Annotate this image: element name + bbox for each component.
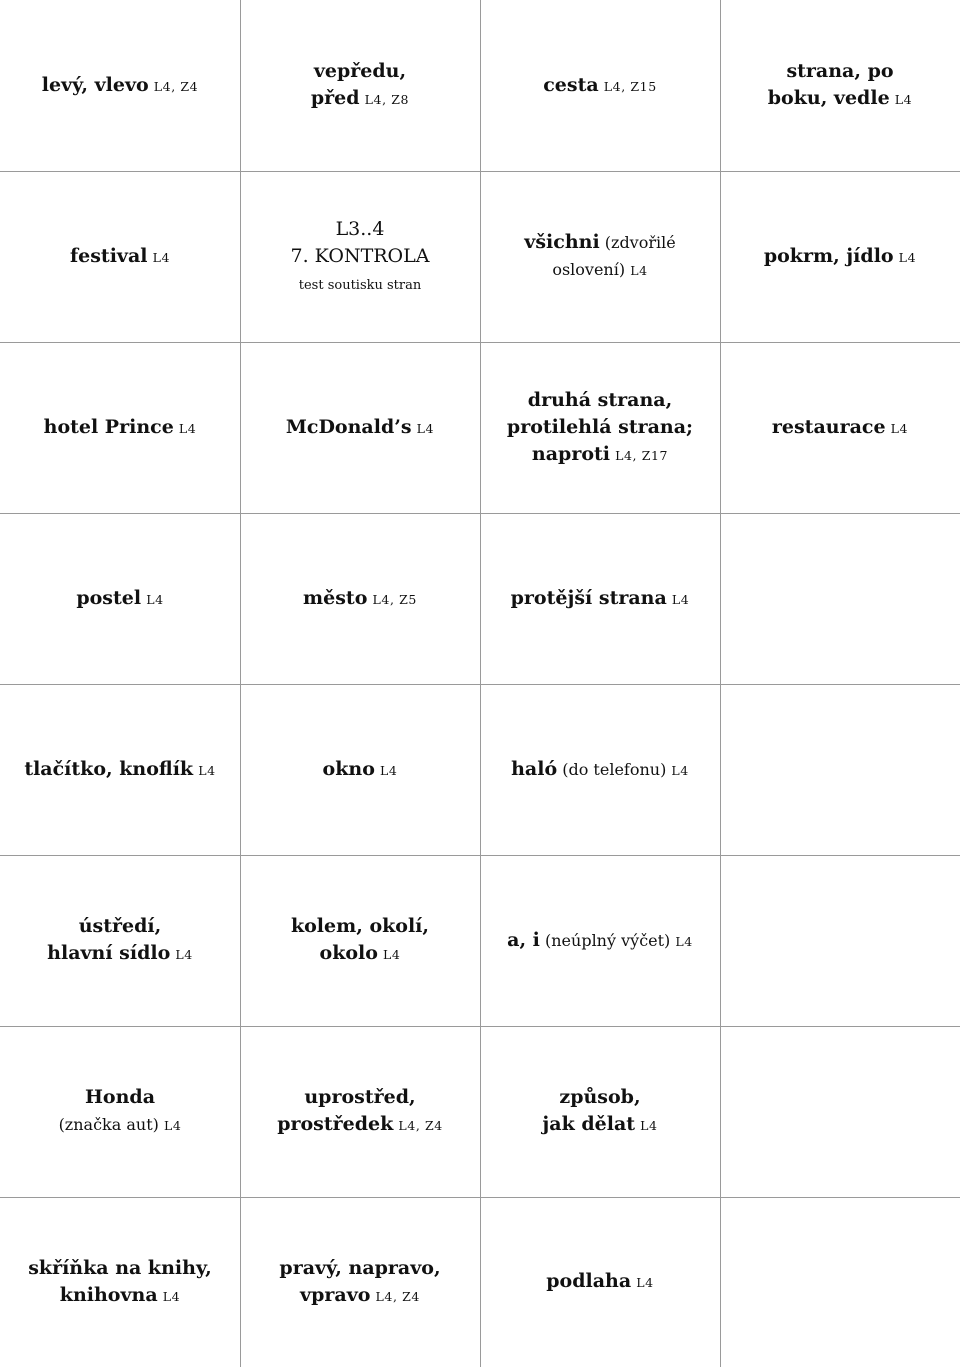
vocab-card <box>240 855 480 1026</box>
card-term: způsob, <box>559 1086 641 1108</box>
lesson-tag: L4 <box>671 762 689 778</box>
card-term: pokrm, jídlo <box>763 244 894 267</box>
lesson-tag: L4 <box>379 762 398 778</box>
vocab-card <box>480 1026 720 1197</box>
lesson-tag: L4 <box>146 591 164 607</box>
card-term: hlavní sídlo <box>47 942 171 964</box>
card-note: (neúplný výčet) <box>545 930 671 950</box>
card-term: před <box>310 87 360 109</box>
card-term: vepředu, <box>313 60 407 82</box>
vocab-card <box>480 171 720 342</box>
lesson-tag: L4 <box>175 947 193 962</box>
card-line <box>60 1282 180 1310</box>
card-term: cesta <box>543 73 599 96</box>
card-term: restaurace <box>771 415 886 438</box>
card-line <box>304 1084 415 1111</box>
vocab-card <box>0 513 240 684</box>
card-term: boku, vedle <box>767 87 890 109</box>
card-heading: test soutisku stran <box>298 278 422 293</box>
card-term: okno <box>322 757 375 780</box>
card-line <box>47 940 193 968</box>
card-line <box>42 72 198 100</box>
lesson-tag: L4 <box>640 1118 658 1133</box>
card-term: festival <box>69 244 148 267</box>
lesson-tag: L4, Z4 <box>153 78 199 94</box>
card-line <box>542 1111 657 1139</box>
card-term: město <box>303 586 368 609</box>
card-term: pravý, napravo, <box>279 1256 441 1279</box>
vocab-card <box>720 171 960 342</box>
card-line <box>76 585 163 613</box>
empty-card <box>720 513 960 684</box>
vocab-card <box>0 1026 240 1197</box>
lesson-tag: L4 <box>198 762 216 778</box>
card-line <box>546 1268 653 1296</box>
lesson-tag: L4 <box>636 1275 654 1290</box>
card-line <box>79 913 162 940</box>
vocab-card <box>480 684 720 855</box>
card-line <box>786 58 893 85</box>
card-line <box>511 756 689 784</box>
card-term: kolem, okolí, <box>290 915 430 937</box>
card-line <box>44 414 197 442</box>
card-line <box>279 1255 440 1282</box>
card-line <box>28 1255 212 1282</box>
card-term: všichni <box>524 231 600 253</box>
vocab-card <box>0 342 240 513</box>
card-term: hotel Prince <box>43 415 174 438</box>
lesson-tag: L4 <box>383 947 401 962</box>
card-term: haló <box>511 757 558 780</box>
card-line <box>772 414 908 442</box>
card-term: a, i <box>507 928 540 951</box>
vocab-card <box>0 0 240 171</box>
card-term: podlaha <box>546 1270 632 1292</box>
vocab-card <box>480 513 720 684</box>
card-term: skříňka na knihy, <box>28 1256 212 1279</box>
lesson-tag: L4 <box>178 420 197 436</box>
vocab-card <box>240 171 480 342</box>
card-term: tlačítko, knoflík <box>24 757 194 780</box>
card-line <box>314 58 406 85</box>
card-note: (značka aut) <box>58 1115 159 1134</box>
card-line <box>70 243 170 271</box>
vocab-card <box>480 855 720 1026</box>
card-term: vpravo <box>300 1283 371 1306</box>
card-line <box>291 913 429 940</box>
vocab-card <box>240 684 480 855</box>
card-term: postel <box>76 586 142 609</box>
vocab-card <box>240 1197 480 1367</box>
card-line <box>507 414 693 441</box>
card-line <box>59 1111 182 1139</box>
card-line <box>303 585 417 613</box>
empty-card <box>720 855 960 1026</box>
vocab-card <box>0 684 240 855</box>
card-note: (do telefonu) <box>562 759 667 779</box>
card-term: jak dělat <box>542 1113 636 1135</box>
vocab-card <box>480 0 720 171</box>
card-line <box>323 756 398 784</box>
card-line <box>511 585 690 613</box>
card-line <box>336 216 385 243</box>
card-line <box>300 1282 420 1310</box>
card-line <box>277 1111 443 1139</box>
card-line <box>311 85 409 113</box>
vocab-card <box>240 342 480 513</box>
lesson-tag: L4, Z17 <box>615 447 669 463</box>
card-line <box>320 940 401 968</box>
card-note: (zdvořilé <box>604 233 676 252</box>
lesson-tag: L4, Z5 <box>372 591 417 607</box>
card-line <box>286 414 434 442</box>
card-line <box>291 243 430 270</box>
vocab-card <box>720 342 960 513</box>
lesson-tag: L4 <box>894 92 913 107</box>
card-line <box>764 243 916 271</box>
vocab-card <box>240 1026 480 1197</box>
vocab-card <box>240 0 480 171</box>
card-line <box>768 85 912 113</box>
lesson-tag: L4 <box>630 263 648 278</box>
card-line <box>85 1084 155 1111</box>
card-note: oslovení) <box>552 260 626 279</box>
card-term: McDonald’s <box>285 415 412 438</box>
vocab-card <box>480 342 720 513</box>
card-term: druhá strana, <box>527 388 673 411</box>
lesson-tag: L4, Z4 <box>375 1288 420 1304</box>
card-term: Honda <box>84 1086 156 1108</box>
card-term: strana, po <box>786 60 894 82</box>
vocab-card <box>480 1197 720 1367</box>
card-term: prostředek <box>277 1113 394 1135</box>
vocab-card <box>0 171 240 342</box>
lesson-tag: L4 <box>162 1288 181 1304</box>
card-line <box>507 927 693 955</box>
card-term: knihovna <box>59 1283 158 1306</box>
lesson-tag: L4 <box>416 420 435 436</box>
lesson-tag: L4 <box>898 249 917 265</box>
vocab-card <box>720 0 960 171</box>
card-term: okolo <box>319 942 378 964</box>
card-line <box>552 256 647 284</box>
card-line <box>299 270 421 297</box>
lesson-tag: L4, Z4 <box>398 1118 443 1133</box>
vocab-card <box>240 513 480 684</box>
card-term: protější strana <box>510 586 667 609</box>
lesson-tag: L4 <box>152 249 171 265</box>
card-line <box>524 229 675 256</box>
lesson-tag: L4 <box>890 420 909 436</box>
card-term: naproti <box>531 442 610 465</box>
empty-card <box>720 684 960 855</box>
card-term: ústředí, <box>78 915 162 937</box>
card-term: protilehlá strana; <box>506 415 694 438</box>
empty-card <box>720 1197 960 1367</box>
card-line <box>543 72 657 100</box>
card-term: uprostřed, <box>304 1086 416 1108</box>
card-line <box>24 756 215 784</box>
lesson-tag: L4, Z8 <box>364 92 410 107</box>
card-heading: 7. KONTROLA <box>290 245 430 267</box>
vocab-card <box>0 1197 240 1367</box>
card-line <box>559 1084 640 1111</box>
card-line <box>532 441 668 469</box>
lesson-tag: L4, Z15 <box>603 78 657 94</box>
empty-card <box>720 1026 960 1197</box>
lesson-tag: L4 <box>675 933 693 949</box>
card-term: levý, vlevo <box>41 73 149 96</box>
lesson-tag: L4 <box>671 591 690 607</box>
card-line <box>528 387 672 414</box>
lesson-tag: L4 <box>163 1118 182 1133</box>
vocab-card <box>0 855 240 1026</box>
card-heading: L3..4 <box>335 218 385 240</box>
